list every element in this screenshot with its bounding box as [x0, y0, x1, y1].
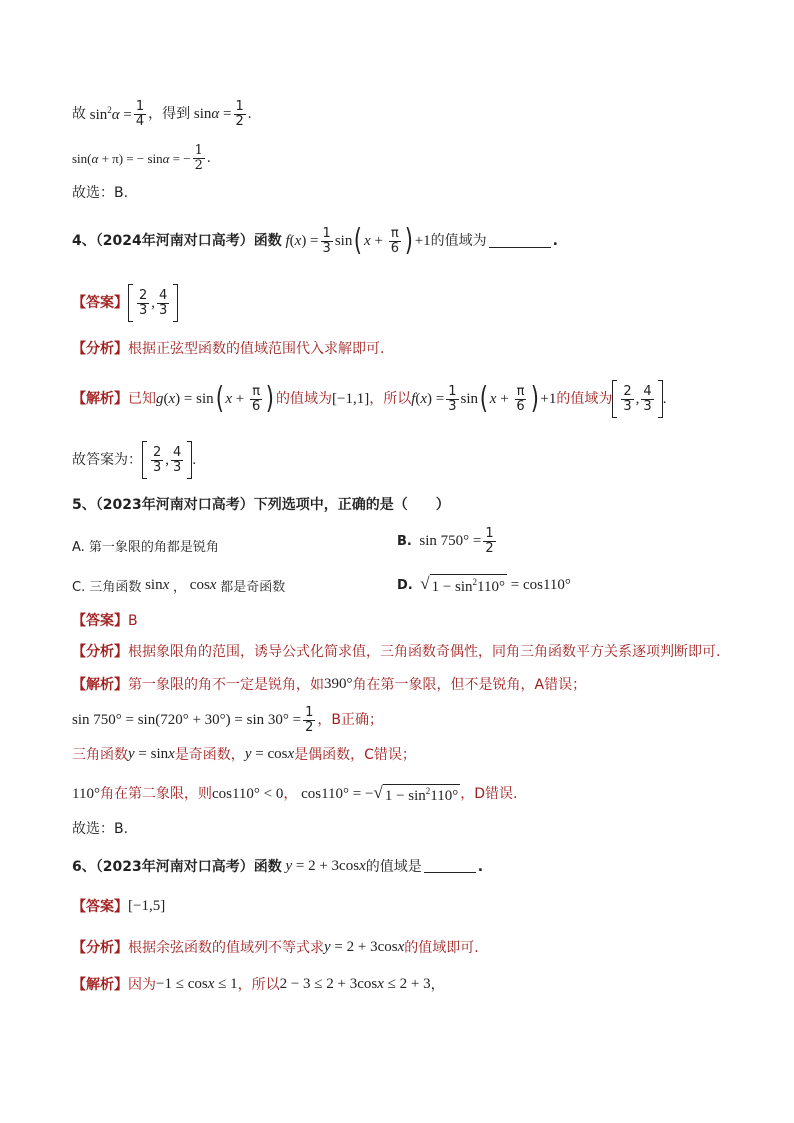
q4-final: 故答案为： $\frac{2}{3}$ , $\frac{4}{3}$ .: [72, 440, 196, 480]
answer-tag-6: 【答案】: [72, 898, 128, 915]
text-choose-b: 故选：B.: [72, 185, 129, 201]
q4-final-text: 故答案为：: [72, 452, 142, 468]
q4-sol-c: ，所以: [369, 391, 412, 407]
analysis-tag-6: 【分析】: [72, 939, 128, 956]
q5-solution-3: 三角函数 y = sinx 是奇函数， y = cosx 是偶函数，C错误；: [72, 746, 416, 763]
option-a: [72, 536, 219, 555]
option-b-label: B.: [397, 533, 412, 549]
frac-1-3: $\frac{1}{3}$: [322, 225, 331, 256]
q5-final-text: 故选：B.: [72, 821, 129, 837]
q6-head: 6、（2023年河南对口高考）函数: [72, 858, 282, 875]
interval-result: $\frac{2}{3}$ , $\frac{4}{3}$: [612, 379, 662, 419]
option-b: B. sin 750° = $\frac{1}{2}$: [397, 526, 494, 556]
q5-solution-2: sin 750° = sin(720° + 30°) = sin 30° = $\frac{1}{2}$ ，B正确；: [72, 705, 383, 735]
text-dedao: ，得到: [148, 106, 191, 123]
option-d: D. √ $1 - \sin^2110^\circ$ = cos110°: [397, 574, 571, 595]
q6-solution: 【解析】 因为 −1 ≤ cosx ≤ 1 ，所以 2 − 3 ≤ 2 + 3cosx ≤ 2 + 3 ，: [72, 976, 445, 993]
q5-final: [72, 822, 128, 836]
q5-solution-1: 【解析】 第一象限的角不一定是锐角，如 390° 角在第一象限，但不是锐角， A错误；: [72, 676, 587, 693]
math-q4-func: f(x) =: [285, 232, 319, 249]
q5-answer-value: B: [128, 613, 138, 629]
q5-sol1-c: A错误；: [534, 676, 587, 693]
math-sin2a: $\sin^2\alpha$ =: [86, 104, 132, 123]
q6-ana-b: 的值域即可.: [404, 939, 479, 956]
q5-sol1-a: 第一象限的角不一定是锐角，如: [128, 676, 324, 693]
answer-tag-5: 【答案】: [72, 613, 128, 629]
q6-analysis: 【分析】 根据余弦函数的值域列不等式求 y = 2 + 3cosx 的值域即可.: [72, 939, 479, 956]
q5-sol3-b: 是奇函数，: [174, 746, 245, 763]
q6-sol-a: 因为: [128, 976, 156, 993]
frac-1-2: $\frac{1}{2}$: [235, 99, 244, 129]
q4-analysis: [72, 342, 384, 356]
option-d-label: D.: [397, 577, 413, 593]
interval-2-3-4-3: $\frac{2}{3}$ , $\frac{4}{3}$: [128, 283, 178, 323]
q5-sol4-b: ，: [283, 786, 298, 802]
q4-head: 4、（2024年河南对口高考）函数: [72, 233, 282, 249]
question-6: 6、（2023年河南对口高考）函数 y = 2 + 3cosx 的值域是 .: [72, 858, 484, 875]
q4-analysis-text: 根据正弦型函数的值域范围代入求解即可.: [128, 341, 385, 357]
option-c-b: ，: [173, 580, 187, 595]
text-line-2: sin(α + π) = − sinα = − $\frac{1}{2}$ .: [72, 143, 211, 173]
text-line-3: [72, 186, 128, 200]
frac-1-4: $\frac{1}{4}$: [135, 99, 145, 129]
q5-head: 5、（2023年河南对口高考）下列选项中，正确的是（ ）: [72, 497, 450, 513]
q5-solution-4: 110° 角在第二象限，则 cos110° < 0 ， cos110° = − √ $1 - \sin^2110^\circ$ ，D错误.: [72, 783, 518, 804]
q5-sol4-c: ，D错误.: [460, 786, 518, 802]
text-gu: 故: [72, 106, 86, 123]
frac-1-2b: $\frac{1}{2}$: [194, 143, 203, 173]
math-g-func: g(x) = sin ( x + $\frac{\pi}{6}$ ): [156, 381, 275, 416]
answer-blank: [489, 235, 551, 248]
option-c: C. 三角函数 sinx ， cosx 都是奇函数: [72, 577, 286, 595]
q6-answer: [72, 899, 165, 914]
q6-sol-b: ，所以: [237, 976, 280, 993]
q5-sol2-tail: ，B正确；: [317, 712, 383, 729]
analysis-tag-5: 【分析】: [72, 644, 128, 660]
q5-sol1-b: 角在第一象限，但不是锐角，: [352, 676, 535, 693]
frac-pi-6: $\frac{\pi}{6}$: [390, 225, 399, 256]
q4-solution: 【解析】 已知 g(x) = sin ( x + $\frac{\pi}{6}$ ) 的值域为 [−1,1] ，所以 f(x) = $\frac{1}{3}$ sin ( x + $\frac{\pi}{6}$ ) +1 的值域为 $\frac{2}{3}$ , $\frac{4}{3}$ .: [72, 379, 666, 419]
interval-final: $\frac{2}{3}$ , $\frac{4}{3}$: [142, 440, 192, 480]
math-sina: sinα =: [190, 105, 232, 122]
q5-sol3-a: 三角函数: [72, 746, 128, 763]
solution-tag: 【解析】: [72, 391, 128, 407]
q6-ana-a: 根据余弦函数的值域列不等式求: [128, 939, 324, 956]
option-a-text: A. 第一象限的角都是锐角: [72, 540, 219, 555]
option-c-c: 都是奇函数: [220, 580, 286, 595]
q6-tail: 的值域是: [365, 858, 422, 875]
q6-answer-value: [−1,5]: [128, 898, 166, 914]
solution-tag-6: 【解析】: [72, 976, 128, 993]
option-c-a: C. 三角函数: [72, 580, 142, 595]
q4-sol-b: 的值域为: [276, 391, 332, 407]
analysis-tag: 【分析】: [72, 341, 128, 357]
math-sin-alpha-pi: sin(α + π) = − sinα = −: [72, 150, 191, 166]
math-f-func: f(x) = $\frac{1}{3}$ sin ( x + $\frac{\pi}{6}$ ) +1: [411, 381, 557, 416]
solution-tag-5: 【解析】: [72, 676, 128, 693]
q5-analysis: [72, 645, 720, 659]
q5-sol4-a: 角在第二象限，则: [99, 786, 212, 802]
q5-analysis-text: 根据象限角的范围，诱导公式化简求值，三角函数奇偶性，同角三角函数平方关系逐项判断即可.: [128, 644, 721, 660]
answer-tag: 【答案】: [72, 295, 128, 311]
q5-sol3-c: 是偶函数，C错误；: [294, 746, 416, 763]
q5-answer: [72, 614, 138, 628]
question-4: 4、（2024年河南对口高考）函数 f(x) = $\frac{1}{3}$ sin ( x + $\frac{\pi}{6}$ ) +1 的值域为 .: [72, 223, 558, 258]
q4-answer: [72, 283, 178, 323]
q4-tail: 的值域为: [430, 233, 487, 249]
q4-sol-a: 已知: [128, 391, 156, 407]
question-5: [72, 498, 450, 512]
q4-sol-d: 的值域为: [556, 391, 613, 407]
answer-blank-6: [424, 860, 476, 873]
text-line-1: 故 $\sin^2\alpha$ = $\frac{1}{4}$ ，得到 sinα = $\frac{1}{2}$ .: [72, 99, 252, 129]
